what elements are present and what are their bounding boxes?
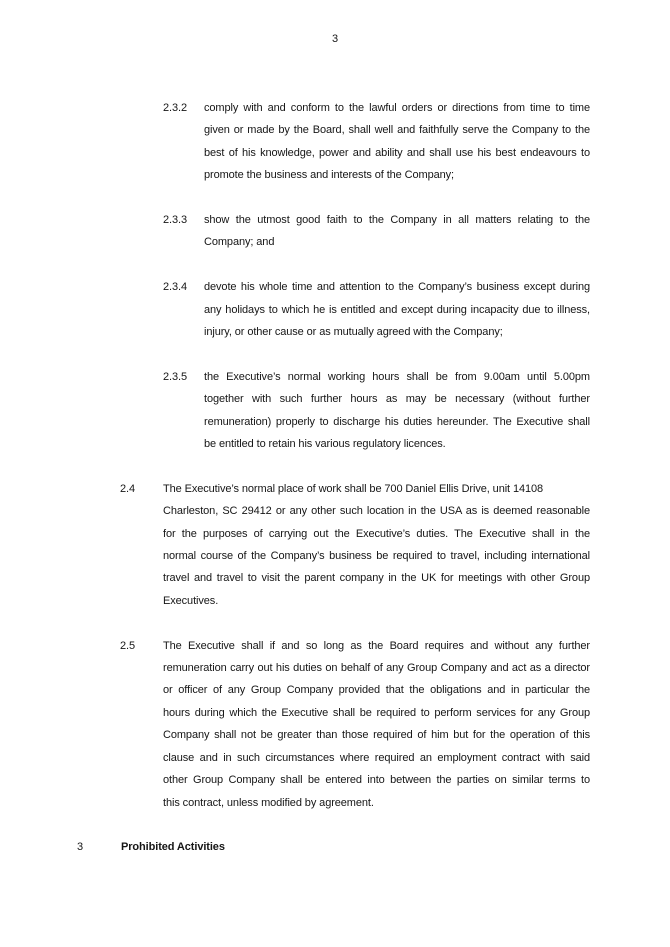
clause-text-line: travel and travel to visit the parent company in the UK for meetings with other Group xyxy=(163,572,590,585)
clause-text-line: injury, or other cause or as mutually agreed with the Company; xyxy=(204,326,503,339)
clause-text xyxy=(163,478,590,612)
clause-number: 2.4 xyxy=(120,482,135,495)
clause-text xyxy=(204,276,590,343)
clause-text xyxy=(204,97,590,187)
clause-text-line: hours during which the Executive shall be required to perform services for any Group xyxy=(163,706,590,719)
clause-text-line: show the utmost good faith to the Company in all matters relating to the xyxy=(204,214,590,227)
clause-text-line: best of his knowledge, power and ability and shall use his best endeavours to xyxy=(204,146,590,159)
clause-number: 2.3.2 xyxy=(163,102,187,114)
clause-row xyxy=(0,635,670,814)
clause-text-line: Executives. xyxy=(163,594,219,607)
clause-text xyxy=(163,635,590,814)
clause-text-line: Company; and xyxy=(204,236,275,249)
clause-text-line: remuneration carry out his duties on behalf of any Group Company and act as a director xyxy=(163,662,590,675)
clause-number: 2.5 xyxy=(120,639,135,652)
clause-text-line: or officer of any Group Company provided that the obligations and in particular the xyxy=(163,684,590,697)
clause-text-line: promote the business and interests of the Company; xyxy=(204,169,454,182)
clause-text-line: normal course of the Company’s business be required to travel, including international xyxy=(163,550,590,563)
clause-text xyxy=(204,366,590,456)
page-number: 3 xyxy=(331,33,339,45)
clause-text-line: remuneration) properly to discharge his duties hereunder. The Executive shall xyxy=(204,415,590,428)
clause-text-line: any holidays to which he is entitled and except during incapacity due to illness, xyxy=(204,303,590,316)
clause-text-line: the Executive’s normal working hours shall be from 9.00am until 5.00pm xyxy=(204,370,590,383)
document-body xyxy=(0,97,670,881)
clause-text-line: other Group Company shall be entered into between the parties on similar terms to xyxy=(163,774,590,787)
clause-number: 2.3.3 xyxy=(163,214,187,227)
clause-text-line: be entitled to retain his various regulatory licences. xyxy=(204,438,446,451)
clause-text-line: Charleston, SC 29412 or any other such location in the USA as is deemed reasonable xyxy=(163,505,590,518)
clause-number: 3 xyxy=(77,841,84,854)
clause-text-line: The Executive shall if and so long as the Board requires and without any further xyxy=(163,639,590,652)
clause-row xyxy=(0,97,670,187)
clause-text xyxy=(204,209,590,254)
clause-row xyxy=(0,366,670,456)
clause-text-line: for the purposes of carrying out the Executive’s duties. The Executive shall in the xyxy=(163,527,590,540)
clause-text-line: clause and in such circumstances where required an employment contract with said xyxy=(163,751,590,764)
clause-text-line: Prohibited Activities xyxy=(121,841,225,854)
clause-text-line: comply with and conform to the lawful orders or directions from time to time xyxy=(204,102,590,114)
clause-text-line: this contract, unless modified by agreement. xyxy=(163,796,374,809)
clause-text-line: devote his whole time and attention to the Company’s business except during xyxy=(204,281,590,294)
clause-text xyxy=(121,836,591,858)
clause-row xyxy=(0,209,670,254)
clause-row xyxy=(0,276,670,343)
clause-row xyxy=(0,836,670,858)
clause-text-line: given or made by the Board, shall well and faithfully serve the Company to the xyxy=(204,124,590,137)
clause-number: 2.3.4 xyxy=(163,281,187,294)
clause-text-line: Company shall not be greater than those required of him but for the operation of this xyxy=(163,729,590,742)
clause-number: 2.3.5 xyxy=(163,370,187,383)
clause-text-line: together with such further hours as may be necessary (without further xyxy=(204,393,590,406)
clause-text-line: The Executive’s normal place of work shall be 700 Daniel Ellis Drive, unit 14108 xyxy=(163,482,544,495)
clause-row xyxy=(0,478,670,612)
